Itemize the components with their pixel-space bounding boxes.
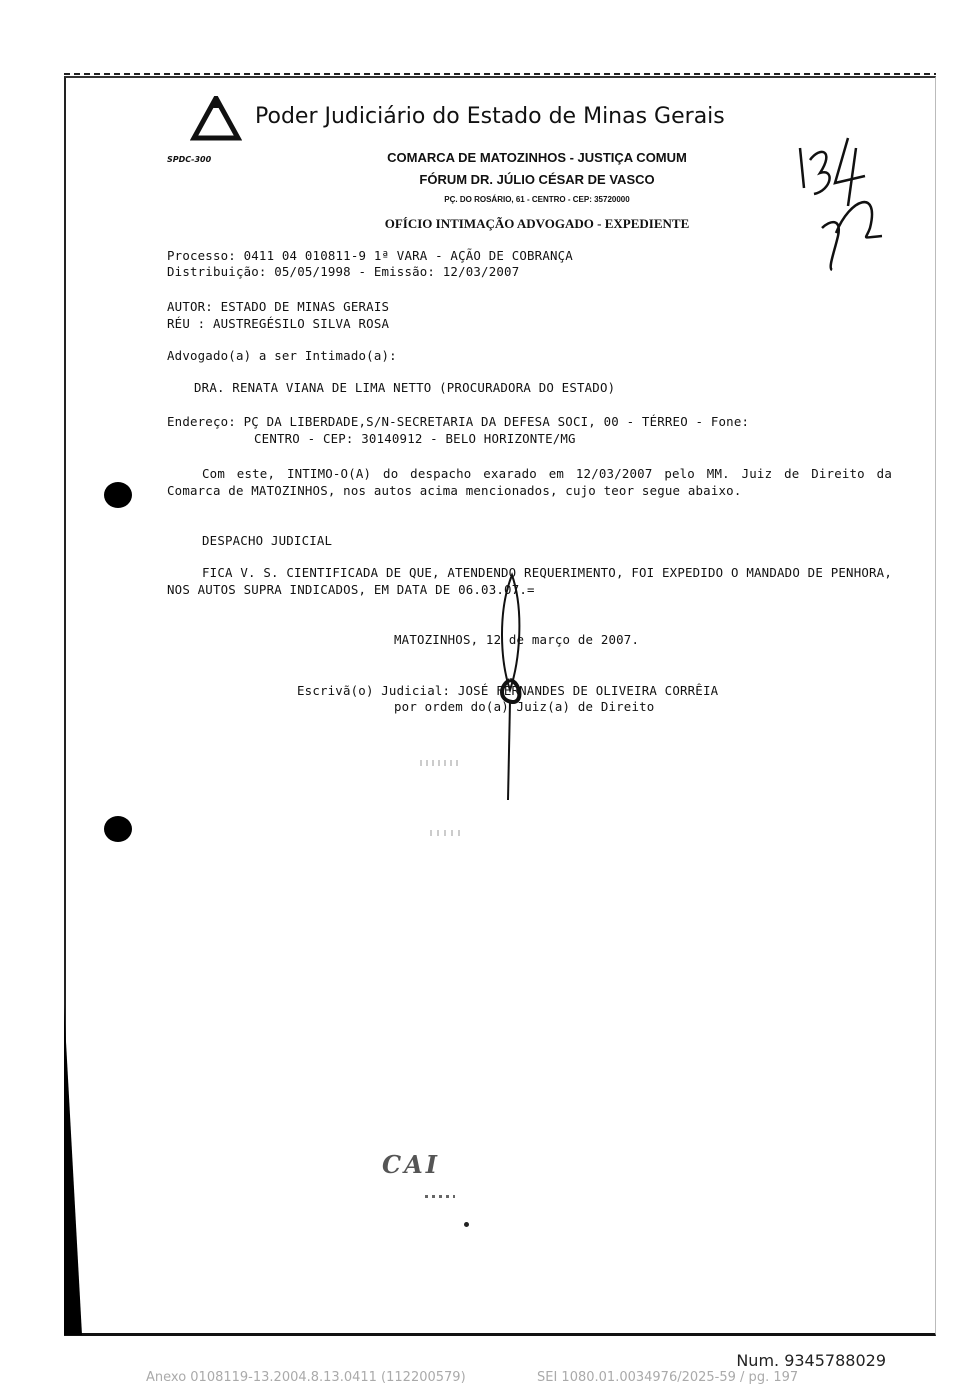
despacho-paragraph: FICA V. S. CIENTIFICADA DE QUE, ATENDENDO REQUERIMENTO, FOI EXPEDIDO O MANDADO DE PENHORA, NOS AUTOS SUPRA INDICADOS, EM DATA DE 06.03.07.= <box>167 565 892 597</box>
scan-shadow <box>64 1005 84 1335</box>
document-number: Num. 9345788029 <box>736 1351 886 1370</box>
local-data: MATOZINHOS, 12 de março de 2007. <box>394 632 640 647</box>
endereco-line-2: CENTRO - CEP: 30140912 - BELO HORIZONTE/MG <box>254 431 576 446</box>
processo-line: Processo: 0411 04 010811-9 1ª VARA - AÇÃO DE COBRANÇA <box>167 248 573 263</box>
advogado-label: Advogado(a) a ser Intimado(a): <box>167 348 397 363</box>
triangle-logo-icon <box>190 96 242 144</box>
distribuicao-line: Distribuição: 05/05/1998 - Emissão: 12/03/2007 <box>167 264 520 279</box>
escriva-line: Escrivã(o) Judicial: JOSÉ FERNANDES DE OLIVEIRA CORRÊIA <box>297 683 719 698</box>
scan-speck <box>464 1222 469 1227</box>
ordem-line: por ordem do(a) Juiz(a) de Direito <box>394 699 655 714</box>
form-code: SPDC-300 <box>167 155 212 164</box>
forum-address: PÇ. DO ROSÁRIO, 61 - CENTRO - CEP: 35720000 <box>444 195 630 204</box>
document-type: OFÍCIO INTIMAÇÃO ADVOGADO - EXPEDIENTE <box>384 216 690 231</box>
sei-reference: SEI 1080.01.0034976/2025-59 / pg. 197 <box>537 1370 799 1385</box>
scan-speck <box>425 1195 455 1198</box>
stamp-fragment: CAI <box>382 1150 440 1179</box>
punch-hole-bottom <box>104 816 132 842</box>
despacho-label: DESPACHO JUDICIAL <box>202 533 333 548</box>
punch-hole-top <box>104 482 132 508</box>
advogado-nome: DRA. RENATA VIANA DE LIMA NETTO (PROCURADORA DO ESTADO) <box>194 380 616 395</box>
anexo-reference: Anexo 0108119-13.2004.8.13.0411 (112200579) <box>146 1370 466 1385</box>
scan-speck <box>430 830 460 836</box>
scan-edge-top <box>64 73 936 75</box>
handwritten-page-number <box>790 128 890 278</box>
reu-line: RÉU : AUSTREGÉSILO SILVA ROSA <box>167 316 390 331</box>
intimacao-paragraph: Com este, INTIMO-O(A) do despacho exarado em 12/03/2007 pelo MM. Juiz de Direito da Comarca de MATOZINHOS, nos autos acima mencionados, cujo teor segue abaixo. <box>167 466 892 498</box>
scan-speck <box>420 760 460 766</box>
comarca-heading: COMARCA DE MATOZINHOS - JUSTIÇA COMUM <box>387 150 687 165</box>
autor-line: AUTOR: ESTADO DE MINAS GERAIS <box>167 299 390 314</box>
forum-heading: FÓRUM DR. JÚLIO CÉSAR DE VASCO <box>419 172 655 187</box>
court-title: Poder Judiciário do Estado de Minas Gerais <box>255 104 725 129</box>
endereco-line-1: Endereço: PÇ DA LIBERDADE,S/N-SECRETARIA DA DEFESA SOCI, 00 - TÉRREO - Fone: <box>167 414 750 429</box>
